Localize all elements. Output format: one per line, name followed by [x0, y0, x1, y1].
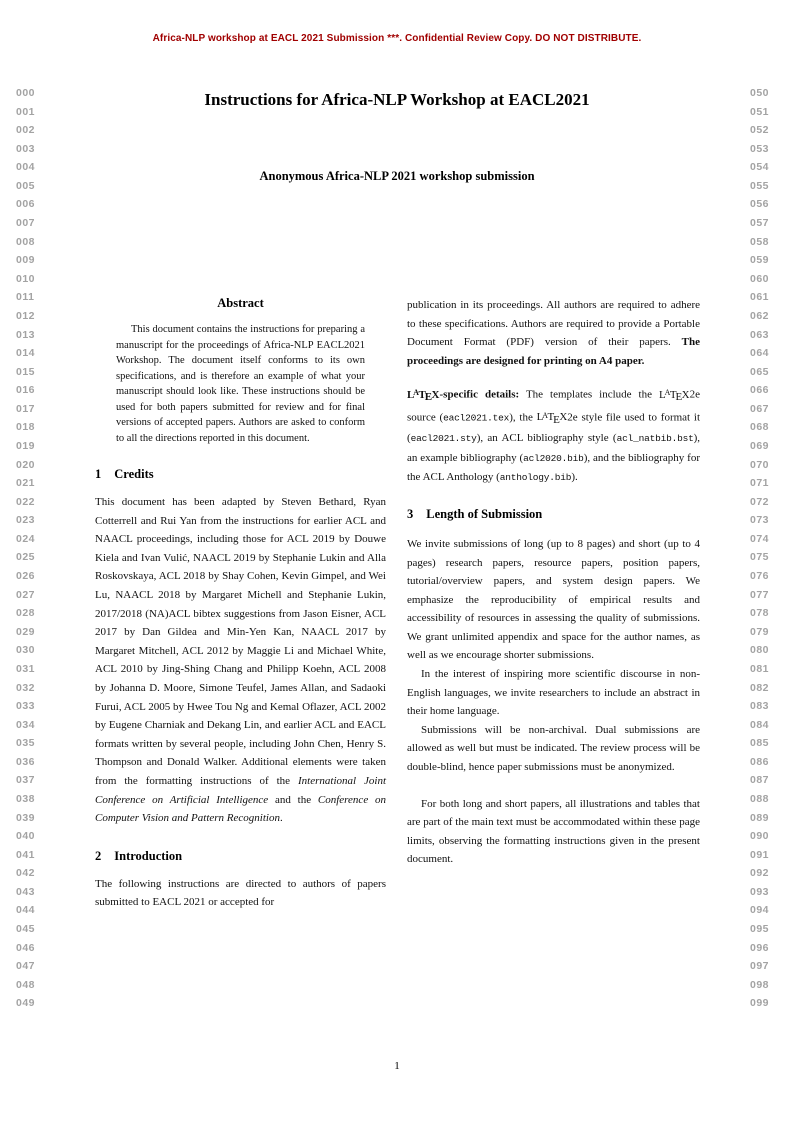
line-number: 039 — [16, 811, 36, 824]
line-number: 003 — [16, 142, 36, 155]
continuation-paragraph: publication in its proceedings. All authors are required to adhere to these specifications. Authors are required to provide a Portable Document Format (PDF) version of their papers. The proceedings are designed for printing on A4 paper. — [407, 299, 700, 367]
line-number: 071 — [750, 477, 770, 490]
line-number: 072 — [750, 495, 770, 508]
line-number: 096 — [750, 941, 770, 954]
section-heading-length-of-submission — [407, 507, 700, 522]
line-number: 091 — [750, 848, 770, 861]
line-number: 048 — [16, 978, 36, 991]
section-number: 3 — [407, 506, 414, 521]
line-number: 059 — [750, 254, 770, 267]
line-number: 038 — [16, 792, 36, 805]
line-number: 085 — [750, 737, 770, 750]
line-number: 035 — [16, 737, 36, 750]
credits-paragraph: This document has been adapted by Steven Bethard, Ryan Cotterrell and Rui Yan from the instructions for earlier ACL and NAACL proceedings, including those for ACL 2019 by Douwe Kiela and Ivan Vulić, NAACL 2019 by Stephanie Lukin and Alla Roskovskaya, ACL 2018 by Shay Cohen, Kevin Gimpel, and Wei Lu, NAACL 2018 by Margaret Michell and Stephanie Lukin, 2017/2018 (NA)ACL bibtex suggestions from Jason Eisner, ACL 2017 by Dan Gildea and Min-Yen Kan, NAACL 2017 by Margaret Mitchell, ACL 2012 by Maggie Li and Michael White, ACL 2010 by Jing-Shing Chang and Philipp Koehn, ACL 2008 by Johanna D. Moore, Simone Teufel, James Allan, and Sadaoki Furui, ACL 2005 by Hwee Tou Ng and Kemal Oflazer, ACL 2002 by Eugene Charniak and Dekang Lin, and earlier ACL and EACL formats written by several people, including John Chen, Henry S. Thompson and Donald Walker. Additional elements were taken from the formatting instructions of the International Joint Conference on Artificial Intelligence and the Conference on Computer Vision and Pattern Recognition. — [95, 496, 387, 825]
line-number: 088 — [750, 792, 770, 805]
section-title: Credits — [114, 467, 154, 481]
line-number: 040 — [16, 830, 36, 843]
line-number: 090 — [750, 830, 770, 843]
line-number: 087 — [750, 774, 770, 787]
section-number: 1 — [95, 467, 102, 481]
line-number: 007 — [16, 217, 36, 230]
line-number: 037 — [16, 774, 36, 787]
page-number: 1 — [394, 1060, 400, 1072]
line-number: 065 — [750, 365, 770, 378]
line-number: 041 — [16, 848, 36, 861]
line-number: 017 — [16, 402, 36, 415]
line-number: 082 — [750, 681, 770, 694]
line-number: 005 — [16, 179, 36, 192]
line-number: 043 — [16, 885, 36, 898]
line-number: 030 — [16, 644, 36, 657]
line-number: 028 — [16, 607, 36, 620]
length-paragraph-2: In the interest of inspiring more scientific discourse in non-English languages, we invite researchers to include an abstract in their home language. — [407, 668, 700, 718]
line-number: 070 — [750, 458, 770, 471]
line-number: 010 — [16, 272, 36, 285]
line-number: 084 — [750, 718, 770, 731]
line-number: 074 — [750, 532, 770, 545]
line-number: 029 — [16, 625, 36, 638]
line-numbers-right — [750, 84, 784, 1013]
line-number: 045 — [16, 923, 36, 936]
left-column — [95, 296, 386, 912]
latex-details-paragraph: $L^ATEX$-specific details: The templates include the $L^ATEX2e$ source (eacl2021.tex), the $L^ATEX2e$ style file used to format it (eacl2021.sty), an ACL bibliography style (acl_natbib.bst), an example bibliography (acl2020.bib), and the bibliography for the ACL Anthology (anthology.bib). — [407, 388, 701, 484]
section-heading-introduction — [95, 849, 386, 864]
line-number: 044 — [16, 904, 36, 917]
line-number: 034 — [16, 718, 36, 731]
line-number: 058 — [750, 235, 770, 248]
line-number: 014 — [16, 347, 36, 360]
line-number: 023 — [16, 514, 36, 527]
line-number: 008 — [16, 235, 36, 248]
line-number: 086 — [750, 755, 770, 768]
line-number: 021 — [16, 477, 36, 490]
line-number: 061 — [750, 291, 770, 304]
line-number: 076 — [750, 570, 770, 583]
line-number: 054 — [750, 161, 770, 174]
line-number: 068 — [750, 421, 770, 434]
line-number: 032 — [16, 681, 36, 694]
line-number: 019 — [16, 439, 36, 452]
section-heading-credits — [95, 467, 386, 482]
line-number: 004 — [16, 161, 36, 174]
line-number: 000 — [16, 87, 36, 99]
line-number: 095 — [750, 923, 770, 936]
line-number: 060 — [750, 272, 770, 285]
line-number: 063 — [750, 328, 770, 341]
line-number: 093 — [750, 885, 770, 898]
line-number: 052 — [750, 124, 770, 137]
introduction-paragraph: The following instructions are directed to authors of papers submitted to EACL 2021 or accepted for — [95, 877, 386, 909]
line-number: 066 — [750, 384, 770, 397]
line-number: 050 — [750, 87, 770, 99]
line-number: 055 — [750, 179, 770, 192]
line-number: 027 — [16, 588, 36, 601]
line-number: 053 — [750, 142, 770, 155]
line-number: 094 — [750, 904, 770, 917]
line-number: 098 — [750, 978, 770, 991]
line-number: 079 — [750, 625, 770, 638]
paper-title: Instructions for Africa-NLP Workshop at EACL2021 — [204, 90, 590, 109]
latex-logo: $L^ATEX$ — [407, 388, 440, 404]
abstract-text: This document contains the instructions for preparing a manuscript for the proceedings of Africa-NLP EACL2021 Workshop. The document itself conforms to its own specifications, and is therefore an example of what your manuscript should look like. These instructions should be used for both papers submitted for review and for final versions of accepted papers. Authors are asked to conform to all the directions reported in this document. — [116, 324, 365, 444]
line-number: 081 — [750, 662, 770, 675]
line-number: 083 — [750, 700, 770, 713]
line-number: 024 — [16, 532, 36, 545]
line-number: 051 — [750, 105, 770, 118]
line-number: 012 — [16, 309, 36, 322]
line-number: 002 — [16, 124, 36, 137]
right-column — [407, 296, 700, 869]
section-number: 2 — [95, 848, 102, 863]
line-number: 033 — [16, 700, 36, 713]
line-number: 075 — [750, 551, 770, 564]
line-number: 018 — [16, 421, 36, 434]
line-number: 069 — [750, 439, 770, 452]
line-number: 006 — [16, 198, 36, 211]
line-number: 078 — [750, 607, 770, 620]
line-number: 097 — [750, 960, 770, 973]
line-number: 077 — [750, 588, 770, 601]
latex-logo: $L^ATEX$ — [536, 410, 568, 426]
line-number: 016 — [16, 384, 36, 397]
line-number: 031 — [16, 662, 36, 675]
abstract-heading: Abstract — [217, 296, 264, 310]
line-number: 062 — [750, 309, 770, 322]
line-number: 042 — [16, 867, 36, 880]
line-number: 001 — [16, 105, 36, 118]
length-paragraph-3: Submissions will be non-archival. Dual submissions are allowed as well but must be indicated. The review process will be double-blind, hence paper submissions must be anonymized. — [407, 723, 700, 774]
latex-logo: $L^ATEX$ — [658, 388, 690, 404]
line-number: 013 — [16, 328, 36, 341]
line-number: 057 — [750, 217, 770, 230]
line-number: 047 — [16, 960, 36, 973]
length-paragraph-4: For both long and short papers, all illustrations and tables that are part of the main text must be accommodated within these page limits, observing the formatting instructions given in the present document. — [407, 797, 700, 866]
length-paragraph-1: We invite submissions of long (up to 8 pages) and short (up to 4 pages) research papers, resource papers, position papers, tutorial/overview papers, and system design papers. We emphasize the reproducibility of empirical results and accessibility of resources in assessing the quality of submissions. We grant unlimited appendix and space for the author names, as well as we encourage shorter submissions. — [407, 537, 700, 662]
line-number: 022 — [16, 495, 36, 508]
confidential-review-header: Africa-NLP workshop at EACL 2021 Submission ***. Confidential Review Copy. DO NOT DISTRIBUTE. — [152, 33, 642, 44]
author-line: Anonymous Africa-NLP 2021 workshop submission — [259, 169, 535, 183]
line-number: 015 — [16, 365, 36, 378]
line-number: 036 — [16, 755, 36, 768]
line-number: 064 — [750, 347, 770, 360]
line-number: 011 — [16, 291, 35, 304]
section-title: Introduction — [114, 848, 183, 863]
line-number: 067 — [750, 402, 770, 415]
line-number: 073 — [750, 514, 770, 527]
line-number: 046 — [16, 941, 36, 954]
line-number: 009 — [16, 254, 36, 267]
line-number: 025 — [16, 551, 36, 564]
line-number: 056 — [750, 198, 770, 211]
line-number: 099 — [750, 997, 770, 1010]
line-number: 089 — [750, 811, 770, 824]
line-number: 020 — [16, 458, 36, 471]
line-number: 026 — [16, 570, 36, 583]
line-number: 049 — [16, 997, 36, 1010]
section-title: Length of Submission — [426, 506, 543, 521]
line-number: 080 — [750, 644, 770, 657]
line-number: 092 — [750, 867, 770, 880]
line-numbers-left — [16, 84, 50, 1013]
